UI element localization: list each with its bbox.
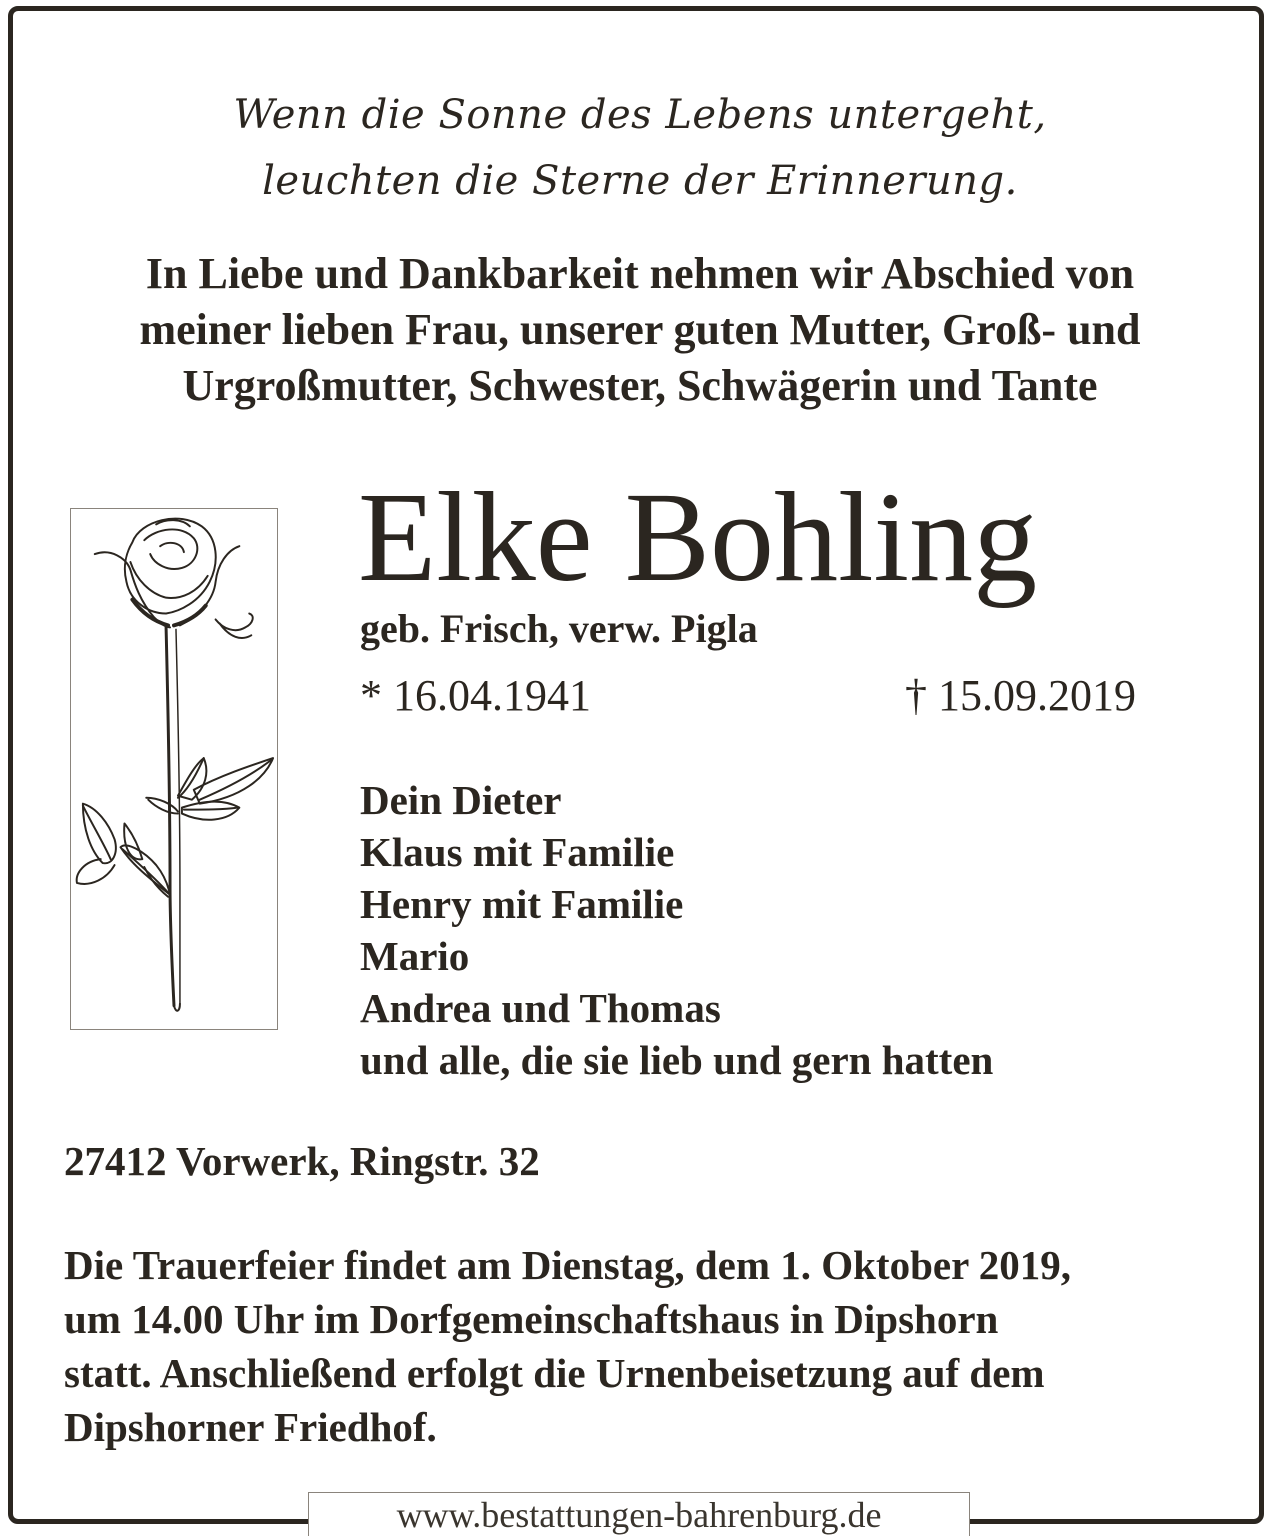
death-date: † 15.09.2019: [905, 671, 1136, 720]
service-line-2: um 14.00 Uhr im Dorfgemeinschaftshaus in Dipshorn: [64, 1296, 999, 1342]
list-item: Dein Dieter: [360, 777, 562, 823]
service-line-3: statt. Anschließend erfolgt die Urnenbeisetzung auf dem: [64, 1350, 1045, 1396]
intro-line-3: Urgroßmutter, Schwester, Schwägerin und Tante: [182, 361, 1098, 410]
mourners-list: [360, 774, 993, 1086]
rose-icon: [70, 508, 278, 1030]
motto-line-2: leuchten die Sterne der Erinnerung.: [262, 158, 1018, 204]
birth-date: * 16.04.1941: [360, 671, 591, 720]
deceased-name: Elke Bohling: [358, 466, 1038, 608]
list-item: Klaus mit Familie: [360, 829, 675, 875]
list-item: Andrea und Thomas: [360, 985, 721, 1031]
service-line-4: Dipshorner Friedhof.: [64, 1404, 437, 1450]
motto: [0, 82, 1280, 214]
intro-line-2: meiner lieben Frau, unserer guten Mutter, Groß- und: [139, 305, 1141, 354]
list-item: Henry mit Familie: [360, 881, 684, 927]
funeral-service-info: [64, 1238, 1224, 1454]
intro-text: [0, 246, 1280, 414]
list-item: Mario: [360, 933, 470, 979]
rose-illustration-svg: [71, 509, 277, 1029]
maiden-names: geb. Frisch, verw. Pigla: [360, 606, 758, 651]
service-line-1: Die Trauerfeier findet am Dienstag, dem 1. Oktober 2019,: [64, 1242, 1072, 1288]
list-item: und alle, die sie lieb und gern hatten: [360, 1037, 994, 1083]
intro-line-1: In Liebe und Dankbarkeit nehmen wir Abschied von: [145, 249, 1135, 298]
family-address: 27412 Vorwerk, Ringstr. 32: [64, 1138, 540, 1184]
motto-line-1: Wenn die Sonne des Lebens untergeht,: [233, 92, 1047, 138]
funeral-home-website: www.bestattungen-bahrenburg.de: [308, 1492, 970, 1536]
